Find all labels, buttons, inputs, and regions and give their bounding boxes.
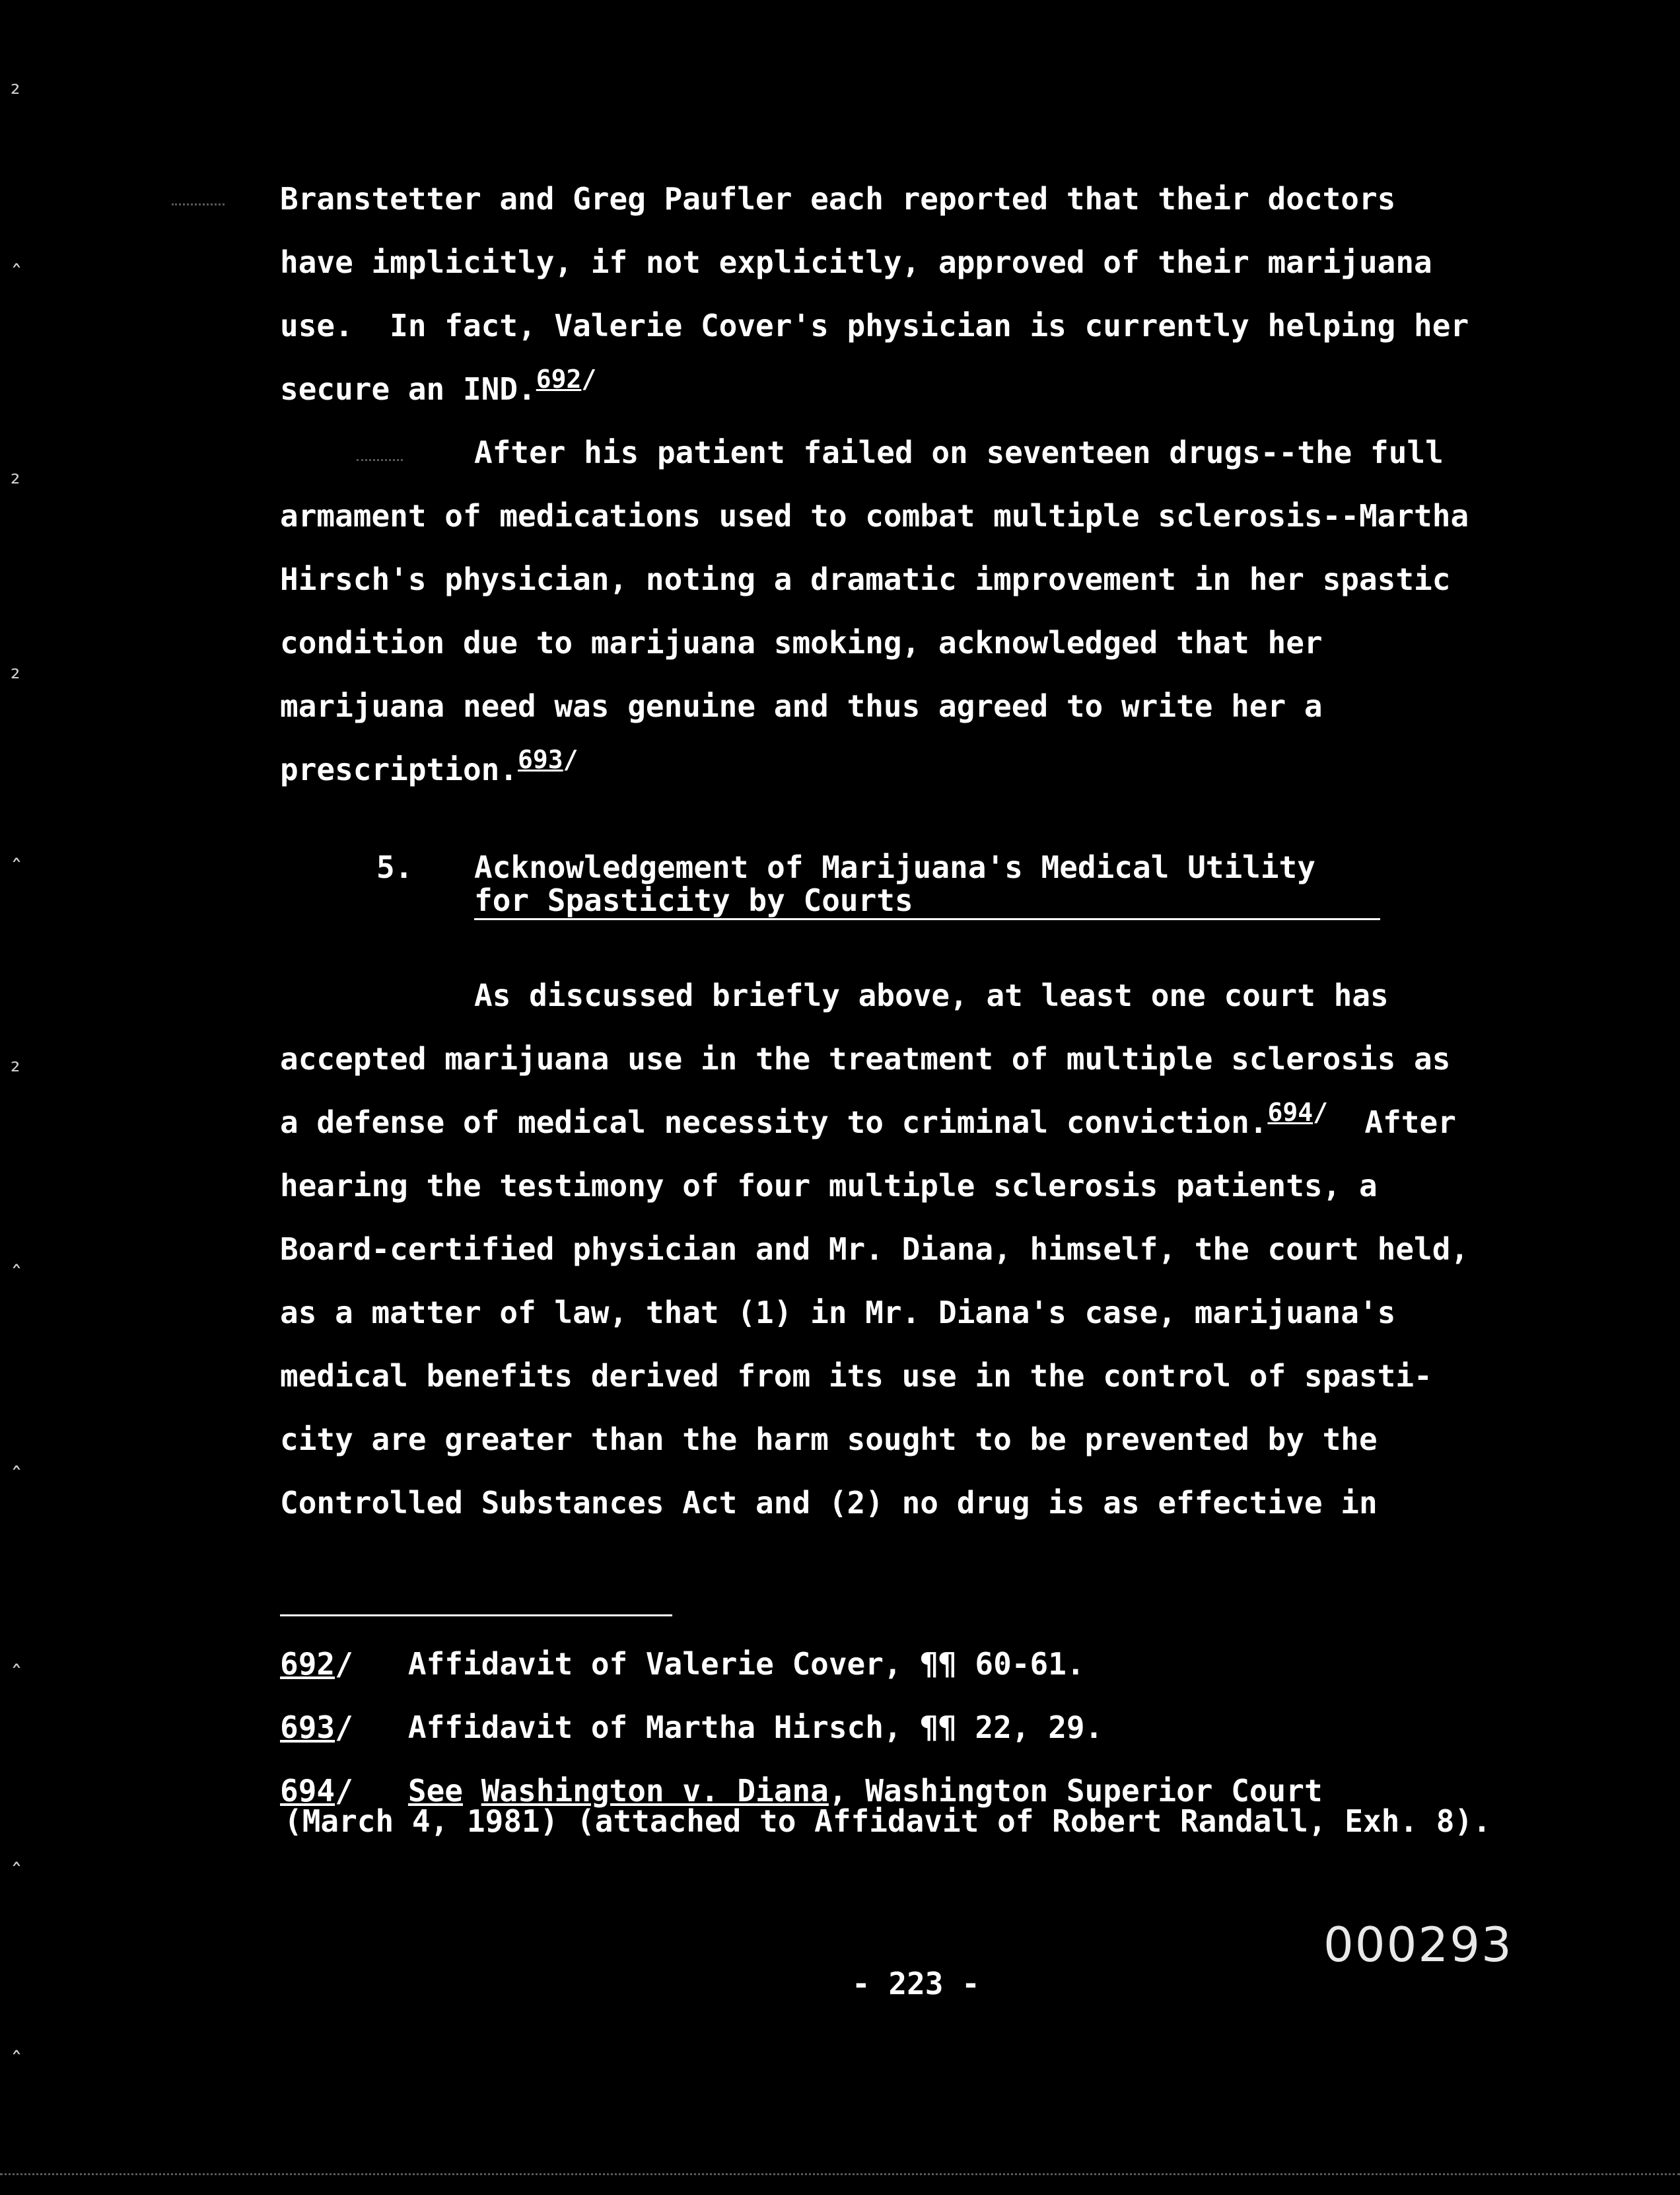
- body-line: After his patient failed on seventeen drugs--the full: [474, 435, 1444, 470]
- margin-mark: ₂: [11, 73, 20, 100]
- margin-mark: ˆ: [11, 855, 22, 882]
- margin-mark: ˆ: [11, 261, 22, 288]
- body-line: Hirsch's physician, noting a dramatic improvement in her spastic: [280, 561, 1451, 597]
- body-line: as a matter of law, that (1) in Mr. Diana's case, marijuana's: [280, 1295, 1396, 1330]
- margin-mark: ₂: [11, 1050, 20, 1077]
- body-line: [280, 1098, 1456, 1140]
- body-text: a defense of medical necessity to criminal conviction.: [280, 1104, 1268, 1140]
- section-heading: Acknowledgement of Marijuana's Medical Utility: [474, 849, 1315, 885]
- body-line: [280, 365, 597, 407]
- margin-mark: ˆ: [11, 1262, 22, 1289]
- footnote-signal: See: [407, 1773, 463, 1809]
- footnote-ref[interactable]: 694: [1267, 1098, 1313, 1127]
- margin-mark: ˆ: [11, 1859, 22, 1887]
- body-line: marijuana need was genuine and thus agreed to write her a: [280, 688, 1323, 724]
- footnote: [280, 1709, 1103, 1745]
- footnote-rule: [280, 1614, 672, 1616]
- page-number: - 223 -: [852, 1966, 980, 2001]
- footnote-case-name: Washington v. Diana: [481, 1773, 829, 1809]
- scan-dots: [172, 203, 225, 205]
- footnote-number: 694: [280, 1773, 335, 1809]
- body-line: condition due to marijuana smoking, acknowledged that her: [280, 625, 1323, 661]
- footnote-slash: /: [335, 1646, 353, 1682]
- scan-dots: [357, 459, 403, 461]
- body-line: Branstetter and Greg Paufler each reported that their doctors: [280, 181, 1396, 217]
- body-line: accepted marijuana use in the treatment of multiple sclerosis as: [280, 1041, 1451, 1077]
- footnote-slash: /: [563, 745, 578, 774]
- section-heading-underlined: [474, 882, 1380, 920]
- margin-mark: ˆ: [11, 1463, 22, 1490]
- body-text: After: [1364, 1104, 1456, 1140]
- footnote-text: Affidavit of Valerie Cover, ¶¶ 60-61.: [407, 1646, 1085, 1682]
- body-line: As discussed briefly above, at least one court has: [474, 978, 1389, 1013]
- footnote-continuation: (March 4, 1981) (attached to Affidavit of Robert Randall, Exh. 8).: [284, 1803, 1491, 1839]
- bates-stamp: 000293: [1323, 1917, 1513, 1972]
- margin-mark: ₂: [11, 462, 20, 489]
- margin-mark: ₂: [11, 657, 20, 684]
- body-text: prescription.: [280, 752, 518, 787]
- body-line: Controlled Substances Act and (2) no drug is as effective in: [280, 1485, 1378, 1521]
- footnote-slash: /: [1313, 1098, 1329, 1127]
- footnote-number: 693: [280, 1709, 335, 1745]
- scan-edge: [0, 2173, 1680, 2175]
- footnote: [280, 1773, 1323, 1809]
- footnote-number: 692: [280, 1646, 335, 1682]
- footnote-slash: /: [335, 1773, 353, 1809]
- body-line: have implicitly, if not explicitly, approved of their marijuana: [280, 244, 1432, 280]
- body-line: [280, 745, 578, 787]
- body-line: hearing the testimony of four multiple sclerosis patients, a: [280, 1168, 1378, 1204]
- body-line: armament of medications used to combat multiple sclerosis--Martha: [280, 498, 1469, 534]
- section-number: 5.: [376, 849, 413, 885]
- section-heading-line2: for Spasticity by Courts: [474, 882, 913, 918]
- footnote: [280, 1646, 1085, 1682]
- body-line: medical benefits derived from its use in the control of spasti-: [280, 1358, 1432, 1394]
- footnote-ref[interactable]: 692: [536, 365, 582, 394]
- footnote-text: Affidavit of Martha Hirsch, ¶¶ 22, 29.: [407, 1709, 1103, 1745]
- margin-mark: ˆ: [11, 2048, 22, 2075]
- footnote-text: , Washington Superior Court: [828, 1773, 1323, 1809]
- body-text: secure an IND.: [280, 371, 536, 407]
- margin-mark: ˆ: [11, 1661, 22, 1688]
- footnote-slash: /: [335, 1709, 353, 1745]
- footnote-ref[interactable]: 693: [518, 745, 563, 774]
- body-line: Board-certified physician and Mr. Diana, himself, the court held,: [280, 1231, 1469, 1267]
- body-line: use. In fact, Valerie Cover's physician is currently helping her: [280, 308, 1469, 343]
- footnote-slash: /: [581, 365, 597, 394]
- body-line: city are greater than the harm sought to be prevented by the: [280, 1421, 1378, 1457]
